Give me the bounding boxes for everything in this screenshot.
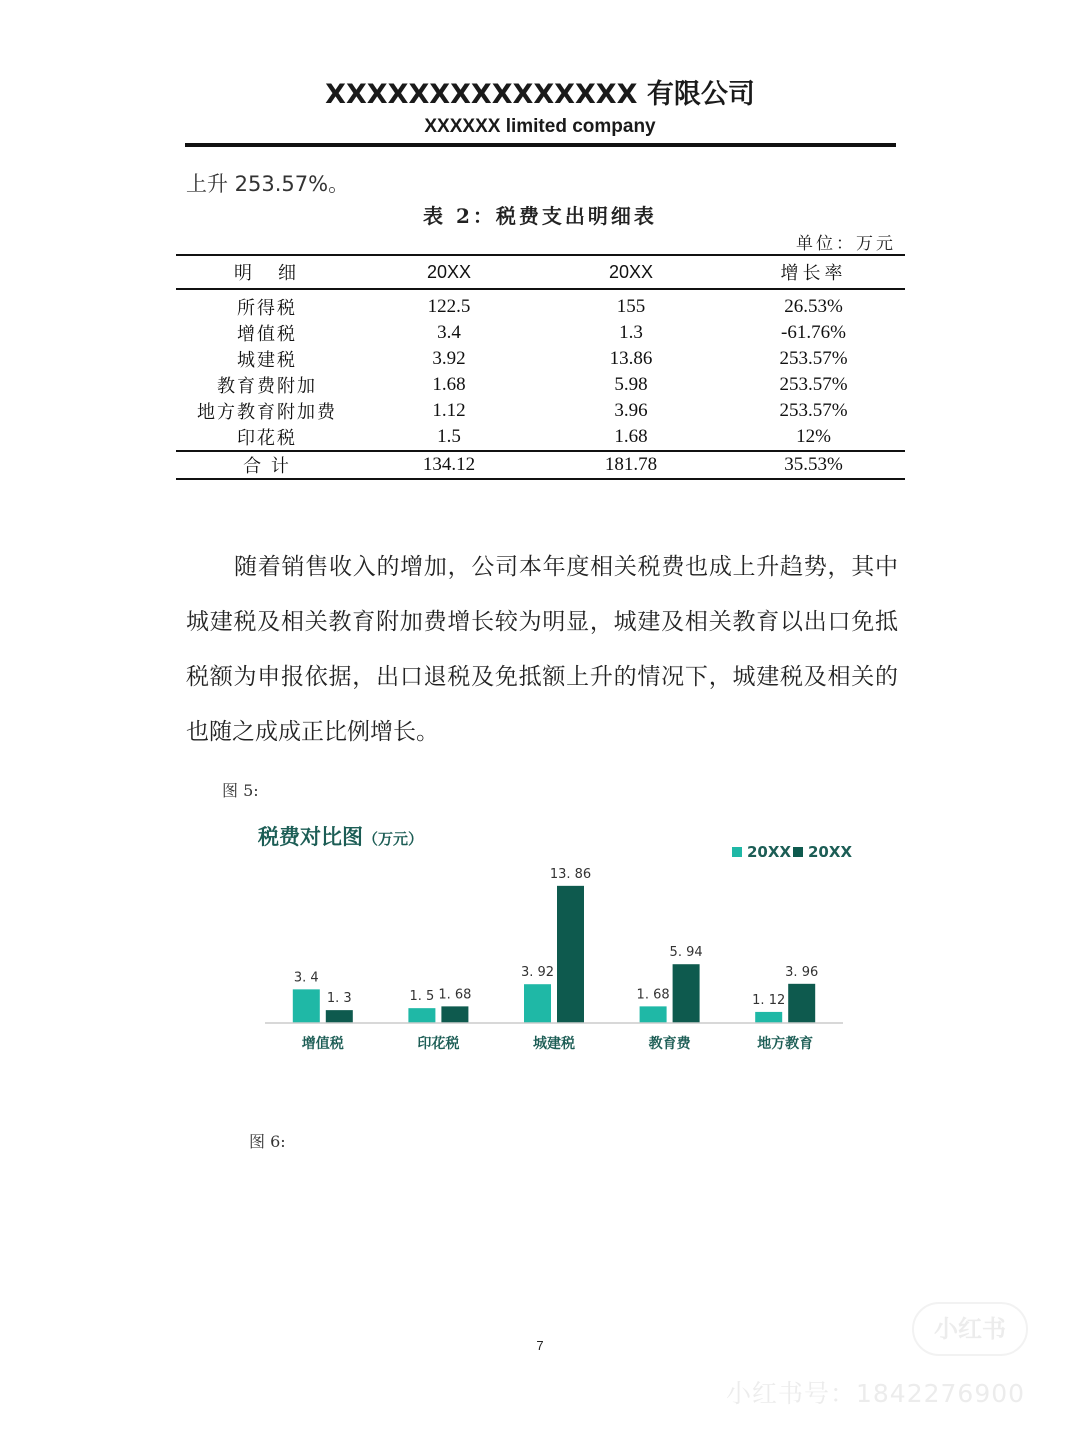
- table-row: [176, 372, 905, 398]
- table-total-row: [176, 451, 905, 479]
- category-label: 教育费: [648, 1036, 691, 1052]
- bar: [524, 984, 551, 1023]
- tax-name: 印花税: [237, 428, 297, 449]
- data-label: 3. 4: [293, 970, 319, 986]
- tax-name: 城建税: [237, 350, 297, 371]
- tax-value-year-1: 122.5: [427, 296, 471, 317]
- tax-value-year-2: 3.96: [614, 400, 648, 421]
- figure-5-label: 图 5:: [222, 781, 259, 800]
- header-rule: [185, 143, 896, 147]
- bar: [408, 1008, 435, 1023]
- bar: [293, 989, 320, 1023]
- column-header-detail: 明 细: [234, 263, 300, 284]
- total-year-2: 181.78: [604, 454, 658, 475]
- bar: [673, 964, 700, 1023]
- tax-value-year-2: 1.68: [614, 426, 648, 447]
- category-label: 增值税: [301, 1036, 344, 1052]
- legend-label: 20XX: [747, 843, 792, 861]
- total-growth: 35.53%: [784, 454, 843, 475]
- legend-swatch: [732, 847, 742, 857]
- legend-swatch: [793, 847, 803, 857]
- category-label: 城建税: [533, 1036, 575, 1052]
- table-header-row: [176, 255, 905, 289]
- column-header-year-1: 20XX: [426, 261, 472, 282]
- tax-name: 所得税: [237, 298, 297, 319]
- figure-6-label: 图 6:: [249, 1132, 286, 1151]
- data-label: 13. 86: [549, 866, 592, 882]
- tax-name: 地方教育附加费: [197, 402, 337, 423]
- tax-value-year-1: 1.68: [432, 374, 466, 395]
- table-row: [176, 346, 905, 372]
- table-caption: 表 2：税费支出明细表: [423, 204, 657, 228]
- tax-growth: 12%: [796, 426, 831, 447]
- category-label: 印花税: [417, 1036, 460, 1052]
- bar: [640, 1006, 667, 1023]
- tax-value-year-1: 1.12: [432, 400, 466, 421]
- tax-value-year-2: 155: [616, 296, 646, 317]
- data-label: 5. 94: [669, 945, 703, 961]
- tax-value-year-2: 1.3: [619, 322, 643, 343]
- chart-title: 税费对比图（万元）: [258, 825, 424, 849]
- tax-name: 增值税: [237, 324, 297, 345]
- company-name-en: XXXXXX limited company: [424, 116, 656, 137]
- legend-label: 20XX: [808, 843, 853, 861]
- tax-growth: 253.57%: [779, 348, 848, 369]
- watermark-logo: 小红书: [912, 1302, 1028, 1356]
- bar: [755, 1012, 782, 1023]
- watermark-id: 小红书号：1842276900: [726, 1379, 1026, 1408]
- table-row: [176, 320, 905, 346]
- tax-name: 教育费附加: [217, 376, 317, 397]
- tax-value-year-1: 1.5: [437, 426, 461, 447]
- tax-comparison-chart: [240, 810, 860, 1070]
- tax-growth: -61.76%: [781, 322, 846, 343]
- table-unit: 单位：万元: [796, 234, 896, 254]
- table-row: [176, 289, 905, 320]
- data-label: 1. 68: [636, 987, 670, 1003]
- total-year-1: 134.12: [422, 454, 476, 475]
- data-label: 3. 92: [520, 965, 555, 981]
- column-header-growth: 增长率: [780, 263, 847, 284]
- category-label: 地方教育: [757, 1036, 814, 1052]
- table-row: [176, 398, 905, 424]
- data-label: 1. 3: [326, 991, 352, 1007]
- company-name-cn: XXXXXXXXXXXXXXX 有限公司: [325, 79, 755, 110]
- tax-detail-table: [176, 254, 905, 480]
- bar: [326, 1010, 353, 1023]
- tax-growth: 26.53%: [784, 296, 843, 317]
- tax-value-year-1: 3.4: [437, 322, 461, 343]
- column-header-year-2: 20XX: [608, 261, 654, 282]
- data-label: 1. 68: [438, 987, 472, 1003]
- data-label: 1. 12: [752, 992, 786, 1008]
- page-number: 7: [536, 1338, 544, 1353]
- tax-value-year-1: 3.92: [432, 348, 466, 369]
- bar: [788, 984, 815, 1023]
- tax-value-year-2: 5.98: [614, 374, 648, 395]
- continued-text: 上升 253.57%。: [186, 172, 350, 196]
- table-row: [176, 424, 905, 451]
- data-label: 3. 96: [785, 964, 819, 980]
- analysis-paragraph: 随着销售收入的增加，公司本年度相关税费也成上升趋势，其中城建税及相关教育附加费增长较为明显，城建及相关教育以出口免抵税额为申报依据，出口退税及免抵额上升的情况下，城建税及相关的也随之成成正比例增长。: [186, 554, 898, 745]
- bar: [557, 886, 584, 1023]
- data-label: 1. 5: [409, 989, 435, 1005]
- tax-growth: 253.57%: [779, 374, 848, 395]
- total-label: 合 计: [243, 456, 291, 477]
- tax-value-year-2: 13.86: [609, 348, 653, 369]
- tax-growth: 253.57%: [779, 400, 848, 421]
- bar: [441, 1006, 468, 1023]
